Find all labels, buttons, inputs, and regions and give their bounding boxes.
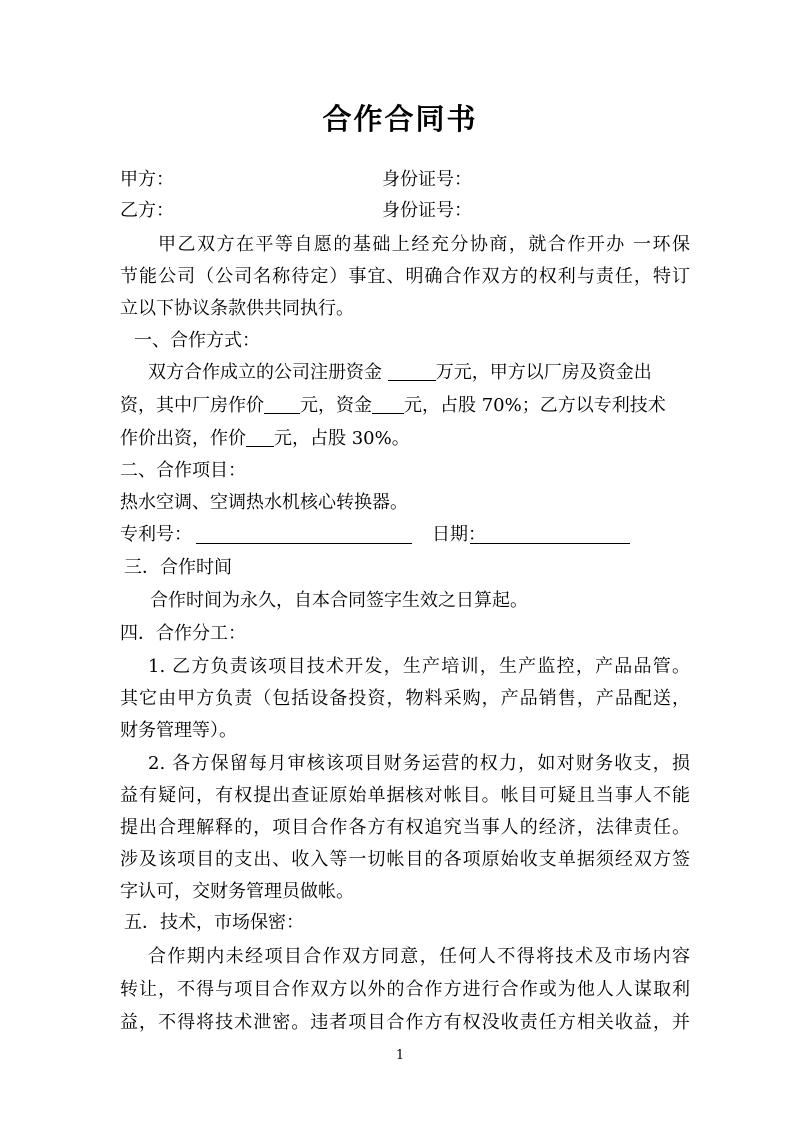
section-4-p1-line-1: 1. 乙方负责该项目技术开发，生产培训，生产监控，产品品管。	[148, 656, 690, 677]
party-b-label: 乙方：	[120, 200, 174, 221]
date-label: 日期：	[432, 524, 486, 545]
patent-label: 专利号：	[120, 524, 192, 545]
document-title: 合作合同书	[322, 102, 478, 136]
section-3-heading: 三．合作时间	[124, 557, 232, 578]
blank-tech-value	[246, 428, 274, 447]
intro-line-3: 立以下协议条款供共同执行。	[120, 298, 354, 319]
text-segment: 双方合作成立的公司注册资金	[148, 362, 388, 383]
page-number: 1	[395, 1048, 405, 1063]
section-1-line-3	[120, 427, 690, 451]
section-4-p2-line-4: 涉及该项目的支出、收入等一切帐目的各项原始收支单据须经双方签	[120, 849, 690, 870]
text-segment: 资，其中厂房作价	[120, 395, 264, 416]
section-3-text: 合作时间为永久，自本合同签字生效之日算起。	[150, 590, 528, 611]
party-b-row	[120, 199, 690, 223]
section-2-item: 热水空调、空调热水机核心转换器。	[120, 492, 408, 513]
section-2-heading: 二、合作项目：	[120, 460, 246, 481]
section-1-line-1	[148, 361, 690, 385]
section-4-p1-line-3: 财务管理等）。	[120, 720, 237, 741]
patent-date-row	[120, 523, 690, 547]
section-4-p2-line-1: 2. 各方保留每月审核该项目财务运营的权力，如对财务收支，损	[148, 753, 690, 774]
section-4-p1-line-2: 其它由甲方负责（包括设备投资，物料采购，产品销售，产品配送，	[120, 688, 690, 709]
party-b-id-label: 身份证号：	[382, 200, 472, 221]
section-5-line-1: 合作期内未经项目合作双方同意，任何人不得将技术及市场内容	[148, 946, 690, 967]
intro-line-1: 甲乙双方在平等自愿的基础上经充分协商，就合作开办 一环保	[158, 234, 690, 255]
party-a-label: 甲方：	[120, 169, 174, 190]
text-segment: 元，占股 30%。	[274, 428, 410, 449]
party-a-id-label: 身份证号：	[382, 169, 472, 190]
section-1-heading: 一、合作方式：	[134, 330, 260, 351]
intro-line-2: 节能公司（公司名称待定）事宜、明确合作双方的权利与责任，特订	[120, 266, 690, 287]
text-segment: 元，占股 70%；乙方以专利技术	[404, 395, 666, 416]
section-5-line-3: 益，不得将技术泄密。违者项目合作方有权没收责任方相关收益，并	[120, 1012, 690, 1033]
section-4-p2-line-5: 字认可，交财务管理员做帐。	[120, 881, 354, 902]
blank-fund-value	[372, 395, 404, 414]
text-segment: 万元，甲方以厂房及资金出	[435, 362, 652, 383]
section-4-heading: 四．合作分工：	[120, 623, 246, 644]
party-a-row	[120, 168, 690, 192]
blank-plant-value	[264, 395, 300, 414]
text-segment: 元，资金	[300, 395, 372, 416]
section-4-p2-line-3: 提出合理解释的，项目合作各方有权追究当事人的经济，法律责任。	[120, 817, 690, 838]
text-segment: 作价出资，作价	[120, 428, 246, 449]
section-1-line-2	[120, 394, 690, 418]
section-5-line-2: 转让，不得与项目合作双方以外的合作方进行合作或为他人人谋取利	[120, 979, 690, 1000]
date-blank	[470, 525, 630, 544]
section-4-p2-line-2: 益有疑问，有权提出查证原始单据核对帐目。帐目可疑且当事人不能	[120, 785, 690, 806]
blank-capital	[388, 362, 436, 381]
section-5-heading: 五．技术，市场保密：	[124, 912, 304, 933]
patent-number-blank	[196, 525, 412, 544]
